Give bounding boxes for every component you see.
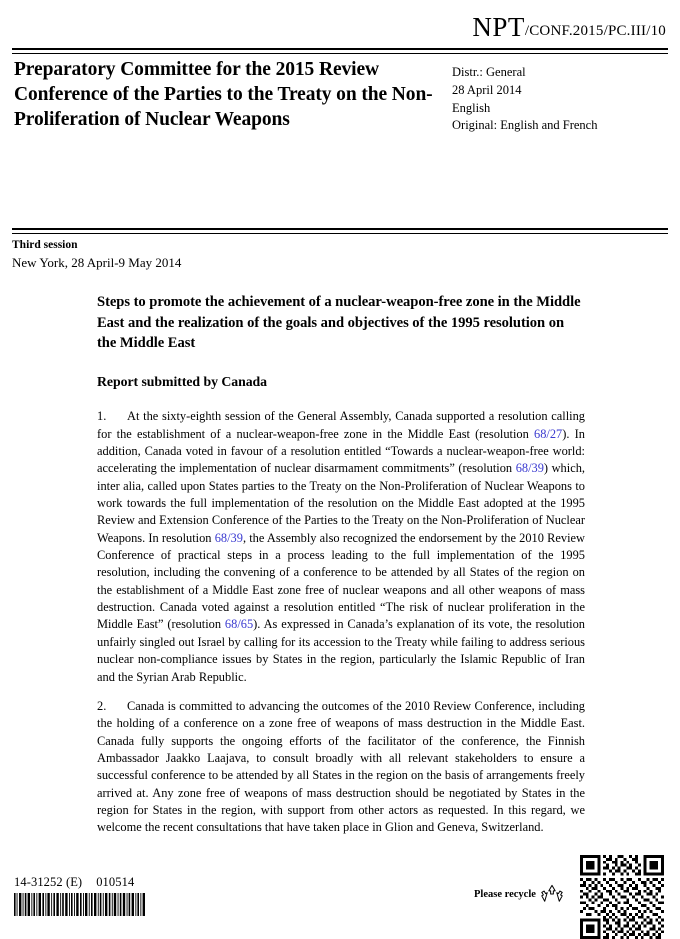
resolution-link[interactable]: 68/39: [214, 530, 243, 545]
document-body: [97, 292, 585, 849]
paragraph: [97, 408, 585, 686]
distribution-distr: Distr.: General: [452, 65, 526, 79]
recycle-notice: [474, 884, 563, 904]
paragraph-list: [97, 408, 585, 837]
paragraph: [97, 698, 585, 837]
session-block: [12, 238, 181, 272]
document-symbol: [472, 14, 666, 41]
paragraph-number: 2.: [97, 698, 107, 713]
barcode: [14, 893, 147, 916]
resolution-link[interactable]: 68/39: [515, 461, 544, 476]
session-name: Third session: [12, 239, 78, 251]
job-number: 14-31252 (E): [14, 875, 83, 889]
distribution-original: Original: English and French: [452, 118, 598, 133]
qr-code: [580, 855, 664, 939]
header-rule-top: [12, 48, 668, 50]
page-title: Steps to promote the achievement of a nuclear-weapon-free zone in the Middle East and the realization of the goals and objectives of the 1995 resolution on the Middle East: [97, 294, 581, 352]
paragraph-number: 1.: [97, 409, 107, 424]
footer-job-number: [14, 875, 134, 890]
session-rule-hairline: [12, 233, 668, 234]
session-rule: [12, 228, 668, 230]
document-symbol-suffix: /CONF.2015/PC.III/10: [524, 23, 666, 39]
organ-title: Preparatory Committee for the 2015 Review Conference of the Parties to the Treaty on the Non-Proliferation of Nuclear Weapons: [14, 59, 433, 130]
resolution-link[interactable]: 68/27: [534, 426, 563, 441]
session-venue-dates: New York, 28 April-9 May 2014: [12, 254, 182, 270]
paragraph-text: ) which, inter alia, called upon States parties to the Treaty on the Non-Proliferation of Nuclear Weapons to work towards the full implementation of the resolution on the Middle East adopted at the 1995 Review and Extension Conference of the Parties to the Treaty on the Non-Proliferation of Nuclear Weapons. In resolution: [97, 461, 585, 545]
document-symbol-prefix: NPT: [472, 12, 525, 42]
paragraph-text: ). In addition, Canada voted in favour of a resolution entitled “Towards a nuclear-weapon-free world: accelerating the implementation of nuclear disarmament commitments” (resolution: [97, 426, 585, 476]
resolution-link[interactable]: 68/65: [224, 617, 254, 632]
paragraph-text: , the Assembly also recognized the endorsement by the 2010 Review Conference of practical steps in a process leading to the full implementation of the 1995 resolution, including the convening of a conference to be attended by all States of the region on the establishment of a Middle East zone free of nuclear weapons and all other weapons of mass destruction. Canada voted against a resolution entitled “The risk of nuclear proliferation in the Middle East” (resolution: [97, 530, 585, 632]
paragraph-text: ). As expressed in Canada’s explanation of its vote, the resolution unfairly singled out Israel by calling for its accession to the Treaty while failing to address serious nuclear non-compliance issues by States in the region, particularly the Islamic Republic of Iran and the Syrian Arab Republic.: [97, 617, 586, 684]
distribution-block: [452, 64, 597, 135]
paragraph-text: At the sixty-eighth session of the General Assembly, Canada supported a resolution calling for the establishment of a nuclear-weapon-free zone in the Middle East (resolution: [97, 409, 585, 441]
distribution-language: English: [452, 100, 491, 115]
recycle-label: Please recycle: [474, 888, 536, 900]
page-subtitle: Report submitted by Canada: [97, 374, 268, 390]
header-rule-top-hairline: [12, 53, 668, 54]
paragraph-text: Canada is committed to advancing the outcomes of the 2010 Review Conference, including the holding of a conference on a zone free of weapons of mass destruction in the Middle East. Canada fully supports the ongoing efforts of the facilitator of the conference, the Finnish Ambassador Jaakko Laajava, to consult broadly with all relevant stakeholders to ensure a successful conference to be attended by all States in the region on the basis of arrangements freely arrived at. Any zone free of weapons of mass destruction should be negotiated by States in the region for States in the region, with support from other actors as requested. In this regard, we welcome the recent consultations that have taken place in Glion and Geneva, Switzerland.: [97, 698, 585, 835]
distribution-date: 28 April 2014: [452, 82, 522, 97]
recycle-icon: [541, 884, 563, 904]
job-date: 010514: [96, 875, 135, 889]
